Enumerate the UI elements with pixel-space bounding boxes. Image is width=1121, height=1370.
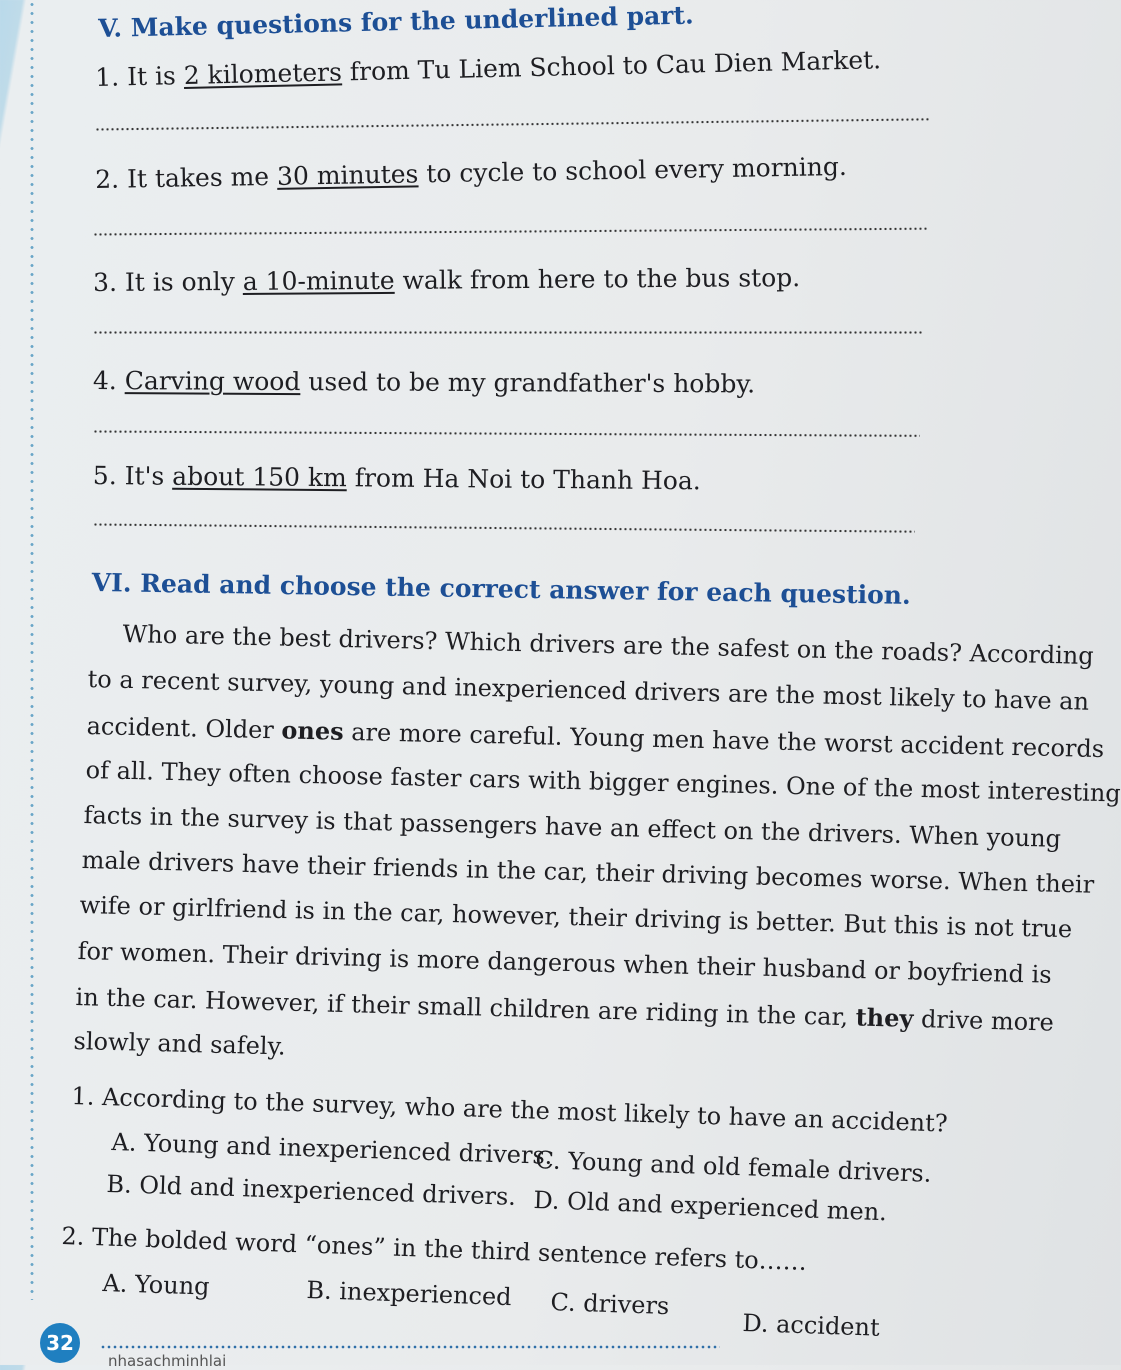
question-5 xyxy=(93,461,701,495)
passage-text: accident. Older xyxy=(86,712,281,744)
bolded-word-they: they xyxy=(855,1002,913,1033)
passage-line: of all. They often choose faster cars with bigger engines. One of the most interesting xyxy=(85,756,1121,807)
mc-question-2: 2. The bolded word “ones” in the third sentence refers to…… xyxy=(61,1222,807,1276)
answer-line-1[interactable] xyxy=(95,118,930,131)
passage-line xyxy=(86,711,1104,763)
question-number: 4. xyxy=(93,366,117,395)
option-1d[interactable]: D. Old and experienced men. xyxy=(533,1186,887,1226)
passage-line: facts in the survey is that passengers have an effect on the drivers. When young xyxy=(83,801,1061,853)
passage-line: to a recent survey, young and inexperienced drivers are the most likely to have an xyxy=(87,665,1089,716)
page-number-badge: 32 xyxy=(40,1323,80,1363)
passage-line: male drivers have their friends in the car, their driving becomes worse. When their xyxy=(81,846,1094,899)
underlined-part: about 150 km xyxy=(172,462,347,493)
publisher-footer: nhasachminhlai xyxy=(108,1352,226,1370)
passage-line: Who are the best drivers? Which drivers are the safest on the roads? According xyxy=(122,620,1094,670)
passage-text: are more careful. Young men have the worst accident records xyxy=(343,718,1104,763)
option-1b[interactable]: B. Old and inexperienced drivers. xyxy=(106,1170,516,1211)
section-v-title: V. Make questions for the underlined part. xyxy=(98,0,694,43)
option-2a[interactable]: A. Young xyxy=(102,1269,210,1301)
passage-line: wife or girlfriend is in the car, however, their driving is better. But this is not true xyxy=(79,891,1072,943)
answer-line-3[interactable] xyxy=(93,331,923,334)
question-1 xyxy=(95,45,881,92)
question-text: walk from here to the bus stop. xyxy=(395,263,801,295)
question-3 xyxy=(93,263,800,297)
question-2 xyxy=(95,152,847,194)
option-2d[interactable]: D. accident xyxy=(742,1309,880,1342)
underlined-part: Carving wood xyxy=(125,366,301,396)
option-1c[interactable]: C. Young and old female drivers. xyxy=(535,1146,932,1188)
question-text: used to be my grandfather's hobby. xyxy=(300,367,755,398)
underlined-part: a 10-minute xyxy=(243,266,395,296)
passage-text: in the car. However, if their small children are riding in the car, xyxy=(75,983,856,1031)
passage-line xyxy=(75,982,1054,1037)
question-4 xyxy=(93,366,755,398)
answer-line-5[interactable] xyxy=(93,523,915,533)
answer-line-2[interactable] xyxy=(93,227,928,236)
footer-divider xyxy=(100,1345,720,1349)
question-text: to cycle to school every morning. xyxy=(418,152,847,188)
question-number: 1. xyxy=(95,62,120,92)
passage-line: for women. Their driving is more dangerous when their husband or boyfriend is xyxy=(77,937,1052,989)
option-2c[interactable]: C. drivers xyxy=(550,1288,670,1320)
passage-line: slowly and safely. xyxy=(73,1027,286,1061)
question-number: 2. xyxy=(95,165,119,194)
question-number: 5. xyxy=(93,461,117,490)
bolded-word-ones: ones xyxy=(281,715,344,745)
question-text: It's xyxy=(125,461,173,490)
question-number: 3. xyxy=(93,268,117,297)
question-text: from Ha Noi to Thanh Hoa. xyxy=(347,463,701,495)
option-2b[interactable]: B. inexperienced xyxy=(306,1276,512,1311)
answer-line-4[interactable] xyxy=(93,430,920,437)
question-text: from Tu Liem School to Cau Dien Market. xyxy=(342,45,882,86)
question-text: It is xyxy=(127,61,184,91)
underlined-part: 2 kilometers xyxy=(183,57,342,90)
underlined-part: 30 minutes xyxy=(277,159,419,190)
passage-text: drive more xyxy=(913,1005,1054,1037)
mc-question-1: 1. According to the survey, who are the most likely to have an accident? xyxy=(71,1082,948,1138)
question-text: It is only xyxy=(125,267,243,297)
option-1a[interactable]: A. Young and inexperienced drivers. xyxy=(111,1128,553,1170)
page-margin-dots xyxy=(30,0,34,1300)
question-text: It takes me xyxy=(127,162,277,194)
section-vi-title: VI. Read and choose the correct answer for each question. xyxy=(92,568,911,610)
